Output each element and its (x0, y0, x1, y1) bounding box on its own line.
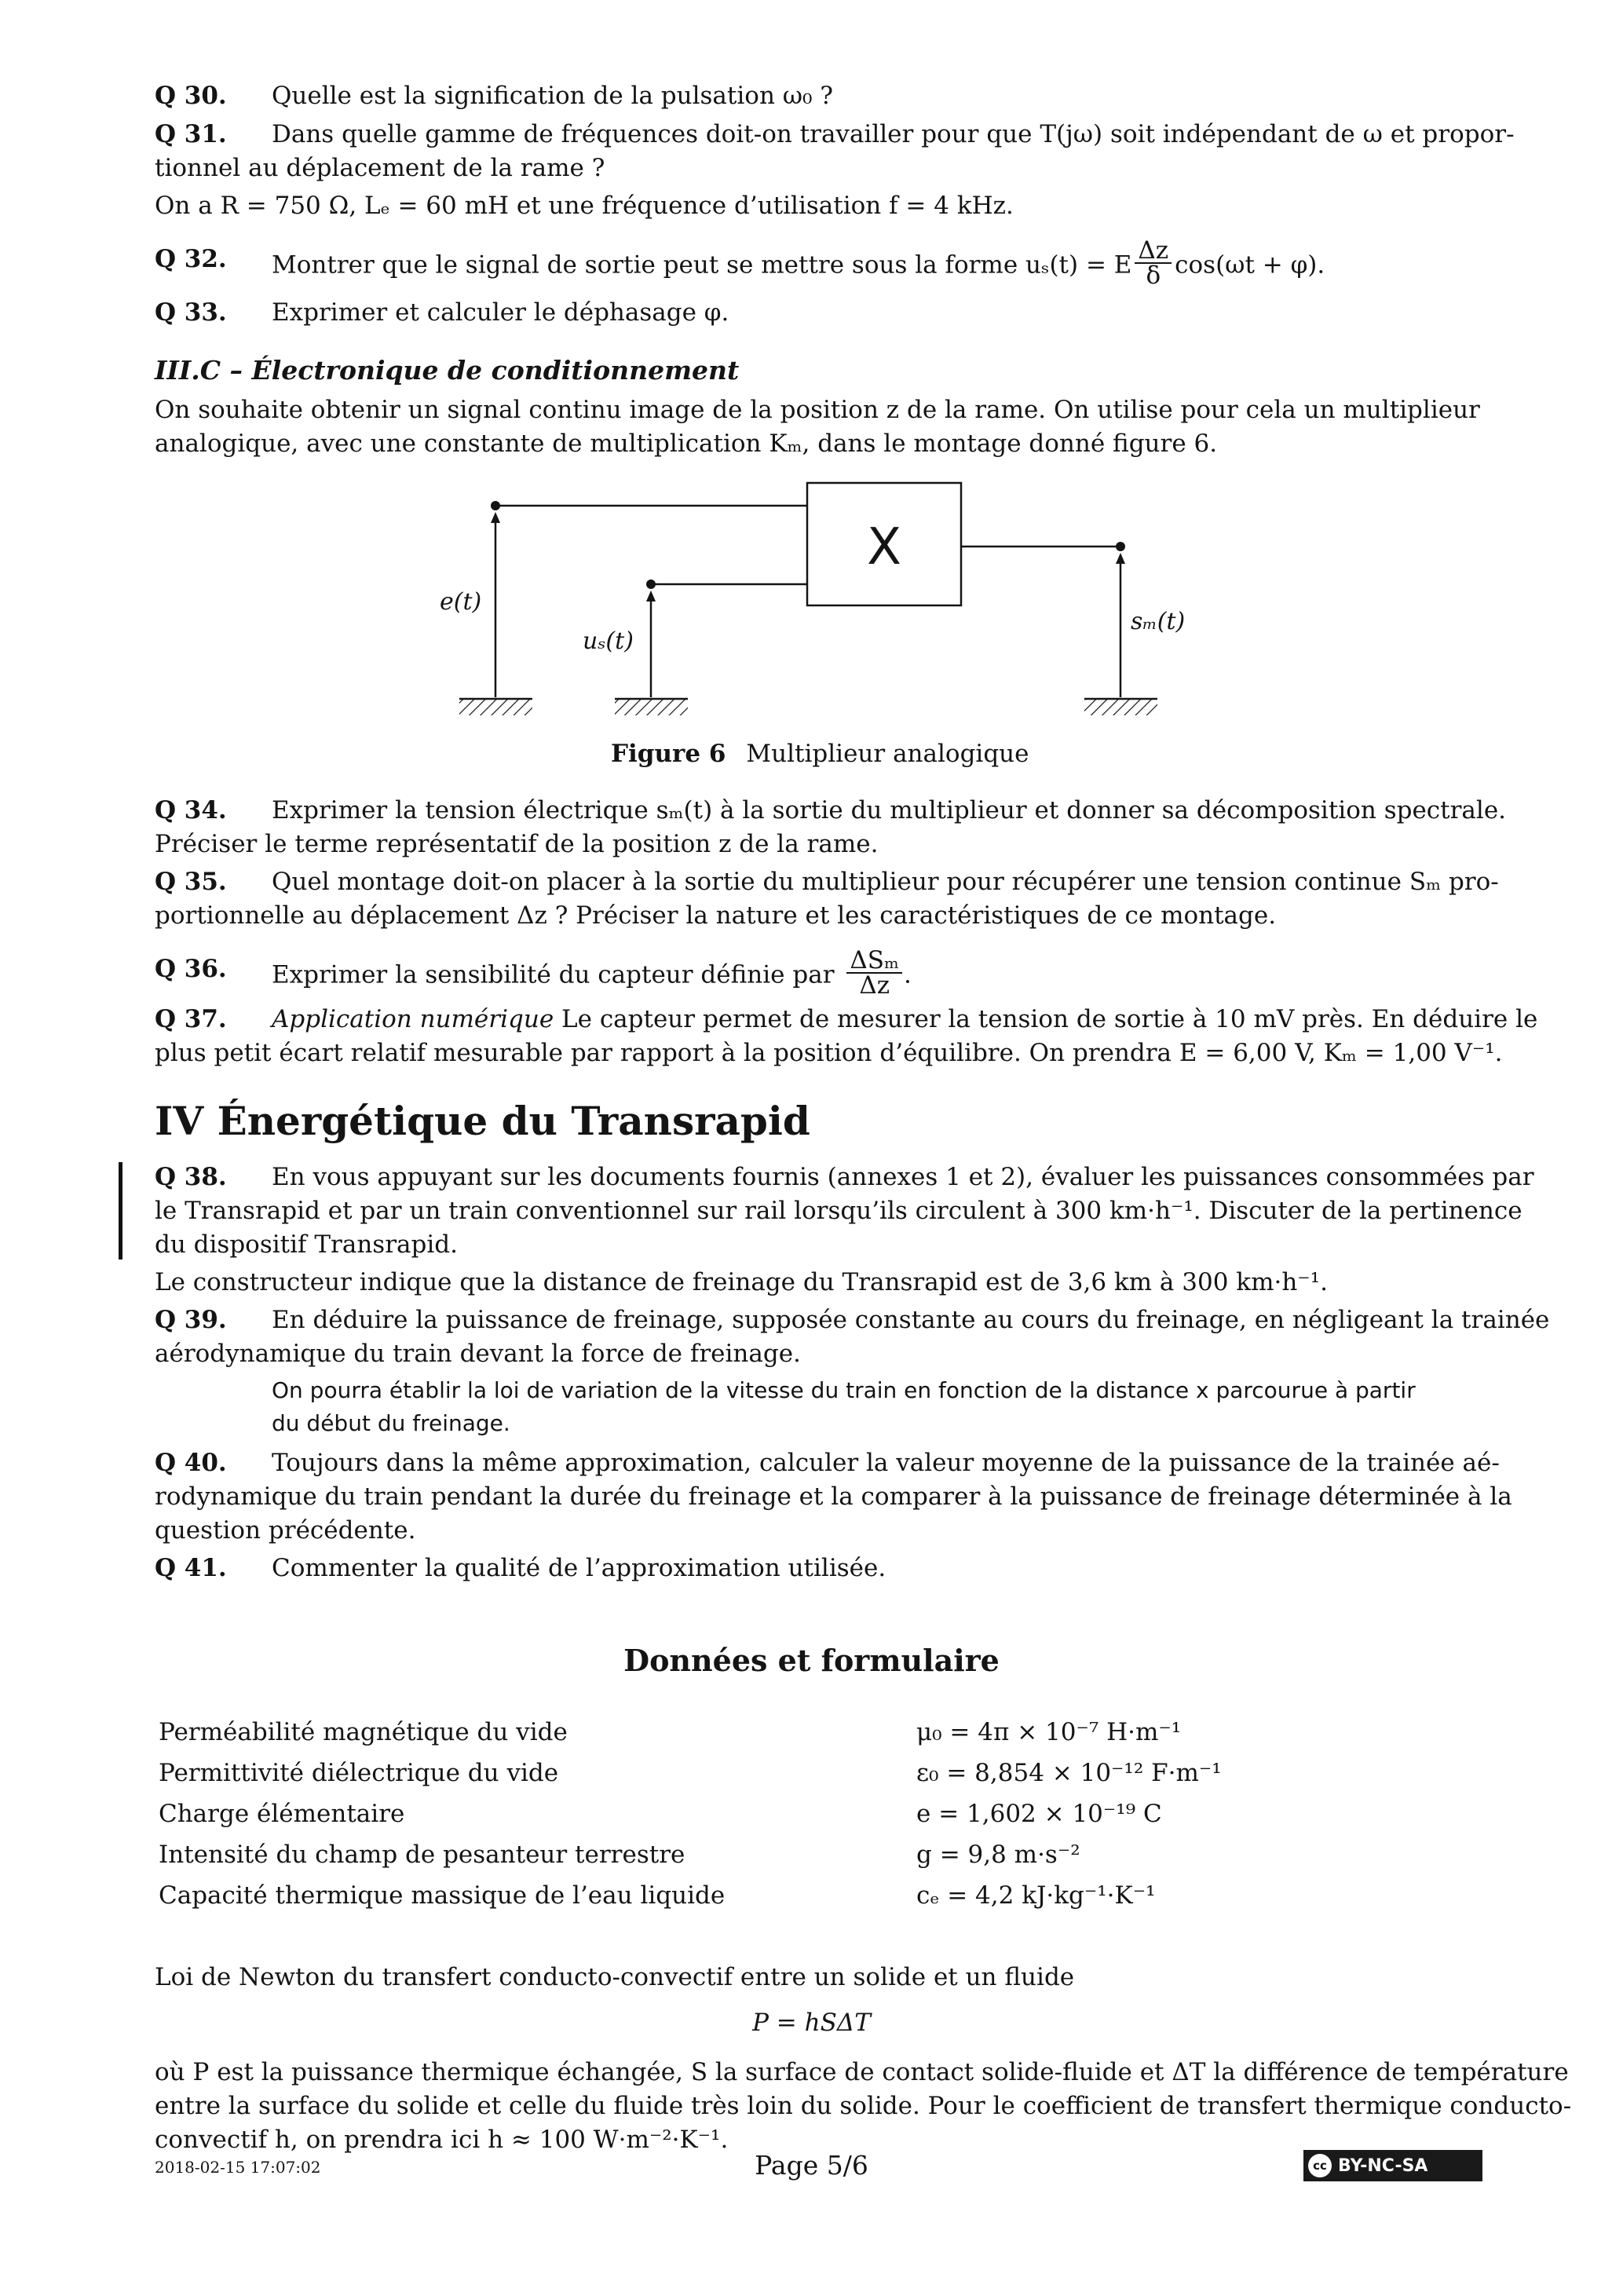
fraction (1135, 236, 1172, 290)
page-number: Page 5/6 (755, 2150, 868, 2181)
question-text: Dans quelle gamme de fréquences doit-on travailler pour que T(jω) soit indépendant de ω et propor- (272, 120, 1515, 148)
ground-hatch (459, 700, 532, 715)
terminal-sm (1116, 542, 1125, 551)
multiplier-circuit-figure (424, 471, 1225, 730)
paragraph-line: analogique, avec une constante de multiplication Kₘ, dans le montage donné figure 6. (155, 430, 1218, 458)
ground-hatch (615, 700, 688, 715)
data-row-value: ε₀ = 8,854 × 10⁻¹² F·m⁻¹ (916, 1759, 1222, 1787)
question-text: portionnelle au déplacement Δz ? Préciser la nature et les caractéristiques de ce montage. (155, 901, 1277, 930)
question-text: Commenter la qualité de l’approximation utilisée. (272, 1554, 886, 1582)
data-row-label: Charge élémentaire (159, 1800, 405, 1828)
question-text: Quelle est la signification de la pulsation ω₀ ? (272, 82, 833, 110)
question-text: Toujours dans la même approximation, calculer la valeur moyenne de la puissance de la trainée aé- (272, 1449, 1500, 1477)
question-number: Q 40. (155, 1449, 227, 1477)
question-text: En vous appuyant sur les documents fournis (annexes 1 et 2), évaluer les puissances consommées par (272, 1163, 1534, 1191)
question-text: le Transrapid et par un train conventionnel sur rail lorsqu’ils circulent à 300 km·h⁻¹. Discuter de la pertinence (155, 1197, 1522, 1225)
multiplier-symbol: X (867, 518, 901, 576)
q36-text: Exprimer la sensibilité du capteur définie par (272, 960, 835, 989)
question-number: Q 31. (155, 120, 227, 148)
data-section-title: Données et formulaire (623, 1643, 1000, 1678)
newton-formula: P = hSΔT (752, 2009, 871, 2037)
question-number: Q 39. (155, 1306, 227, 1334)
question-text: aérodynamique du train devant la force de freinage. (155, 1340, 801, 1368)
question-text: Exprimer et calculer le déphasage φ. (272, 298, 729, 327)
hint-text: du début du freinage. (272, 1410, 510, 1436)
question-text: Préciser le terme représentatif de la position z de la rame. (155, 830, 879, 858)
change-bar (119, 1162, 122, 1260)
question-text (272, 236, 1325, 291)
q32-text-before: Montrer que le signal de sortie peut se mettre sous la forme uₛ(t) = E (272, 250, 1132, 280)
data-row-label: Intensité du champ de pesanteur terrestre (159, 1841, 685, 1869)
question-number: Q 32. (155, 245, 227, 273)
question-number: Q 30. (155, 82, 227, 110)
subsection-title: III.C – Électronique de conditionnement (155, 355, 740, 386)
terminal-us (646, 579, 656, 589)
label-us: uₛ(t) (583, 627, 634, 655)
paragraph-line: On souhaite obtenir un signal continu image de la position z de la rame. On utilise pour cela un multiplieur (155, 396, 1480, 424)
question-text: rodynamique du train pendant la durée du freinage et la comparer à la puissance de freinage déterminée à la (155, 1483, 1512, 1511)
question-number: Q 33. (155, 298, 227, 327)
question-text: Exprimer la tension électrique sₘ(t) à la sortie du multiplieur et donner sa décomposition spectrale. (272, 796, 1507, 824)
figure-title: Multiplieur analogique (746, 740, 1029, 768)
question-number: Q 34. (155, 796, 227, 824)
fraction-denominator: Δz (859, 971, 890, 1000)
question-text: En déduire la puissance de freinage, supposée constante au cours du freinage, en négligeant la trainée (272, 1306, 1550, 1334)
license-badge (1303, 2150, 1482, 2181)
label-sm: sₘ(t) (1131, 608, 1186, 635)
question-number: Q 38. (155, 1163, 227, 1191)
cc-icon: cc (1308, 2154, 1332, 2177)
question-text: du dispositif Transrapid. (155, 1230, 458, 1259)
data-row-label: Capacité thermique massique de l’eau liquide (159, 1881, 726, 1910)
paragraph-line: convectif h, on prendra ici h ≈ 100 W·m⁻²·K⁻¹. (155, 2126, 729, 2154)
data-row-value: e = 1,602 × 10⁻¹⁹ C (916, 1800, 1162, 1828)
license-text: BY-NC-SA (1338, 2155, 1428, 2176)
fraction (846, 946, 902, 1000)
data-row-label: Permittivité diélectrique du vide (159, 1759, 559, 1787)
fraction-numerator: Δz (1135, 239, 1172, 264)
figure-number: Figure 6 (611, 740, 726, 768)
arrow-e-head (491, 512, 500, 523)
footer-timestamp: 2018-02-15 17:07:02 (155, 2158, 321, 2177)
arrow-us-head (646, 590, 656, 601)
given-values: On a R = 750 Ω, Lₑ = 60 mH et une fréquence d’utilisation f = 4 kHz. (155, 192, 1014, 220)
section-title: IV Énergétique du Transrapid (155, 1098, 810, 1144)
question-number: Q 35. (155, 868, 227, 896)
data-row-label: Perméabilité magnétique du vide (159, 1718, 568, 1746)
data-row-value: cₑ = 4,2 kJ·kg⁻¹·K⁻¹ (916, 1881, 1156, 1910)
terminal-e (491, 501, 500, 510)
fraction-numerator: ΔSₘ (846, 949, 902, 974)
question-text: tionnel au déplacement de la rame ? (155, 154, 605, 182)
question-text: Quel montage doit-on placer à la sortie du multiplieur pour récupérer une tension continue Sₘ pro- (272, 868, 1499, 896)
paragraph-line: Le constructeur indique que la distance de freinage du Transrapid est de 3,6 km à 300 km·h⁻¹. (155, 1268, 1328, 1296)
q37-line1: Le capteur permet de mesurer la tension de sortie à 10 mV près. En déduire le (561, 1005, 1538, 1033)
application-label: Application numérique (272, 1005, 554, 1033)
data-row-value: g = 9,8 m·s⁻² (916, 1841, 1080, 1869)
question-number: Q 41. (155, 1554, 227, 1582)
ground-hatch (1084, 700, 1157, 715)
fraction-denominator: δ (1146, 261, 1161, 290)
paragraph-line: Loi de Newton du transfert conducto-convectif entre un solide et un fluide (155, 1963, 1075, 1991)
label-e: e(t) (440, 588, 482, 616)
data-row-value: μ₀ = 4π × 10⁻⁷ H·m⁻¹ (916, 1718, 1182, 1746)
question-text: question précédente. (155, 1516, 416, 1545)
question-number: Q 37. (155, 1005, 227, 1033)
paragraph-line: entre la surface du solide et celle du fluide très loin du solide. Pour le coefficient de transfert thermique conducto- (155, 2092, 1572, 2120)
question-text: Exprimer la sensibilité du capteur définie par ΔSₘ Δz . (272, 946, 912, 1000)
paragraph-line: où P est la puissance thermique échangée, S la surface de contact solide-fluide et ΔT la différence de température (155, 2058, 1569, 2086)
arrow-sm-head (1116, 553, 1125, 564)
question-number: Q 36. (155, 955, 227, 983)
question-text: plus petit écart relatif mesurable par rapport à la position d’équilibre. On prendra E = 6,00 V, Kₘ = 1,00 V⁻¹. (155, 1039, 1503, 1067)
q32-text-after: cos(ωt + φ). (1175, 250, 1325, 280)
hint-text: On pourra établir la loi de variation de la vitesse du train en fonction de la distance x parcourue à partir (272, 1377, 1416, 1403)
question-text (272, 1002, 1537, 1036)
figure-caption (611, 737, 1029, 771)
